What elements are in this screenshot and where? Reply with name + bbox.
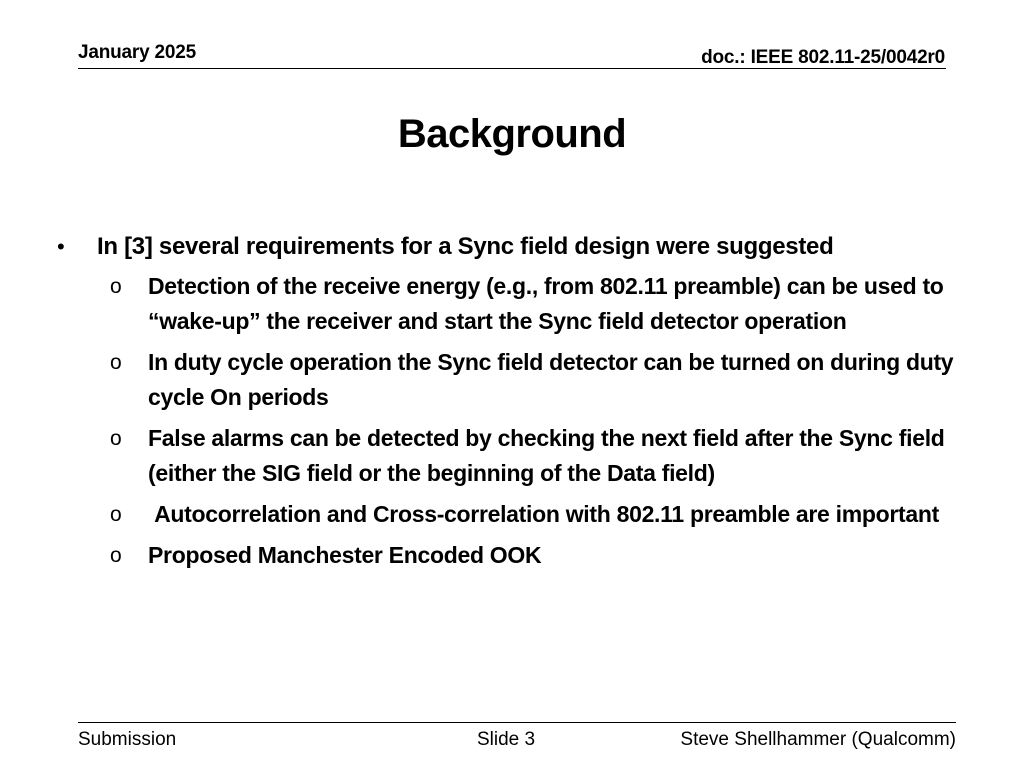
footer-slide-number: Slide 3: [477, 729, 536, 750]
header-divider: [78, 68, 946, 69]
slide-title: Background: [397, 112, 627, 156]
bullet-dot-icon: •: [57, 234, 65, 259]
circle-bullet-icon: o: [110, 351, 122, 374]
bullet-item: [55, 229, 985, 265]
circle-bullet-icon: o: [110, 427, 122, 450]
sub-bullet-text: Detection of the receive energy (e.g., from 802.11 preamble) can be used to “wake-up” the receiver and start the Sync field detector operation: [148, 273, 944, 334]
footer-divider: [78, 722, 956, 723]
sub-bullet-text: Proposed Manchester Encoded OOK: [148, 542, 542, 568]
header-date: January 2025: [78, 42, 197, 63]
circle-bullet-icon: o: [110, 503, 122, 526]
bullet-text: In [3] several requirements for a Sync field design were suggested: [97, 233, 834, 260]
sub-bullet-text: False alarms can be detected by checking the next field after the Sync field (either the SIG field or the beginning of the Data field): [148, 425, 945, 486]
footer-submission: Submission: [78, 729, 177, 750]
header-doc-id: doc.: IEEE 802.11-25/0042r0: [701, 47, 945, 68]
slide-body: [55, 229, 985, 579]
circle-bullet-icon: o: [110, 544, 122, 567]
footer-author: Steve Shellhammer (Qualcomm): [680, 729, 956, 750]
circle-bullet-icon: o: [110, 275, 122, 298]
sub-bullet-item: [107, 345, 985, 415]
sub-bullet-item: [107, 421, 985, 491]
sub-bullet-text: Autocorrelation and Cross-correlation with 802.11 preamble are important: [148, 501, 939, 527]
sub-bullet-item: [107, 269, 985, 339]
sub-bullet-text: In duty cycle operation the Sync field detector can be turned on during duty cycle On periods: [148, 349, 954, 410]
sub-bullet-item: [107, 538, 985, 573]
sub-bullet-list: [55, 269, 985, 573]
sub-bullet-item: [107, 497, 985, 532]
